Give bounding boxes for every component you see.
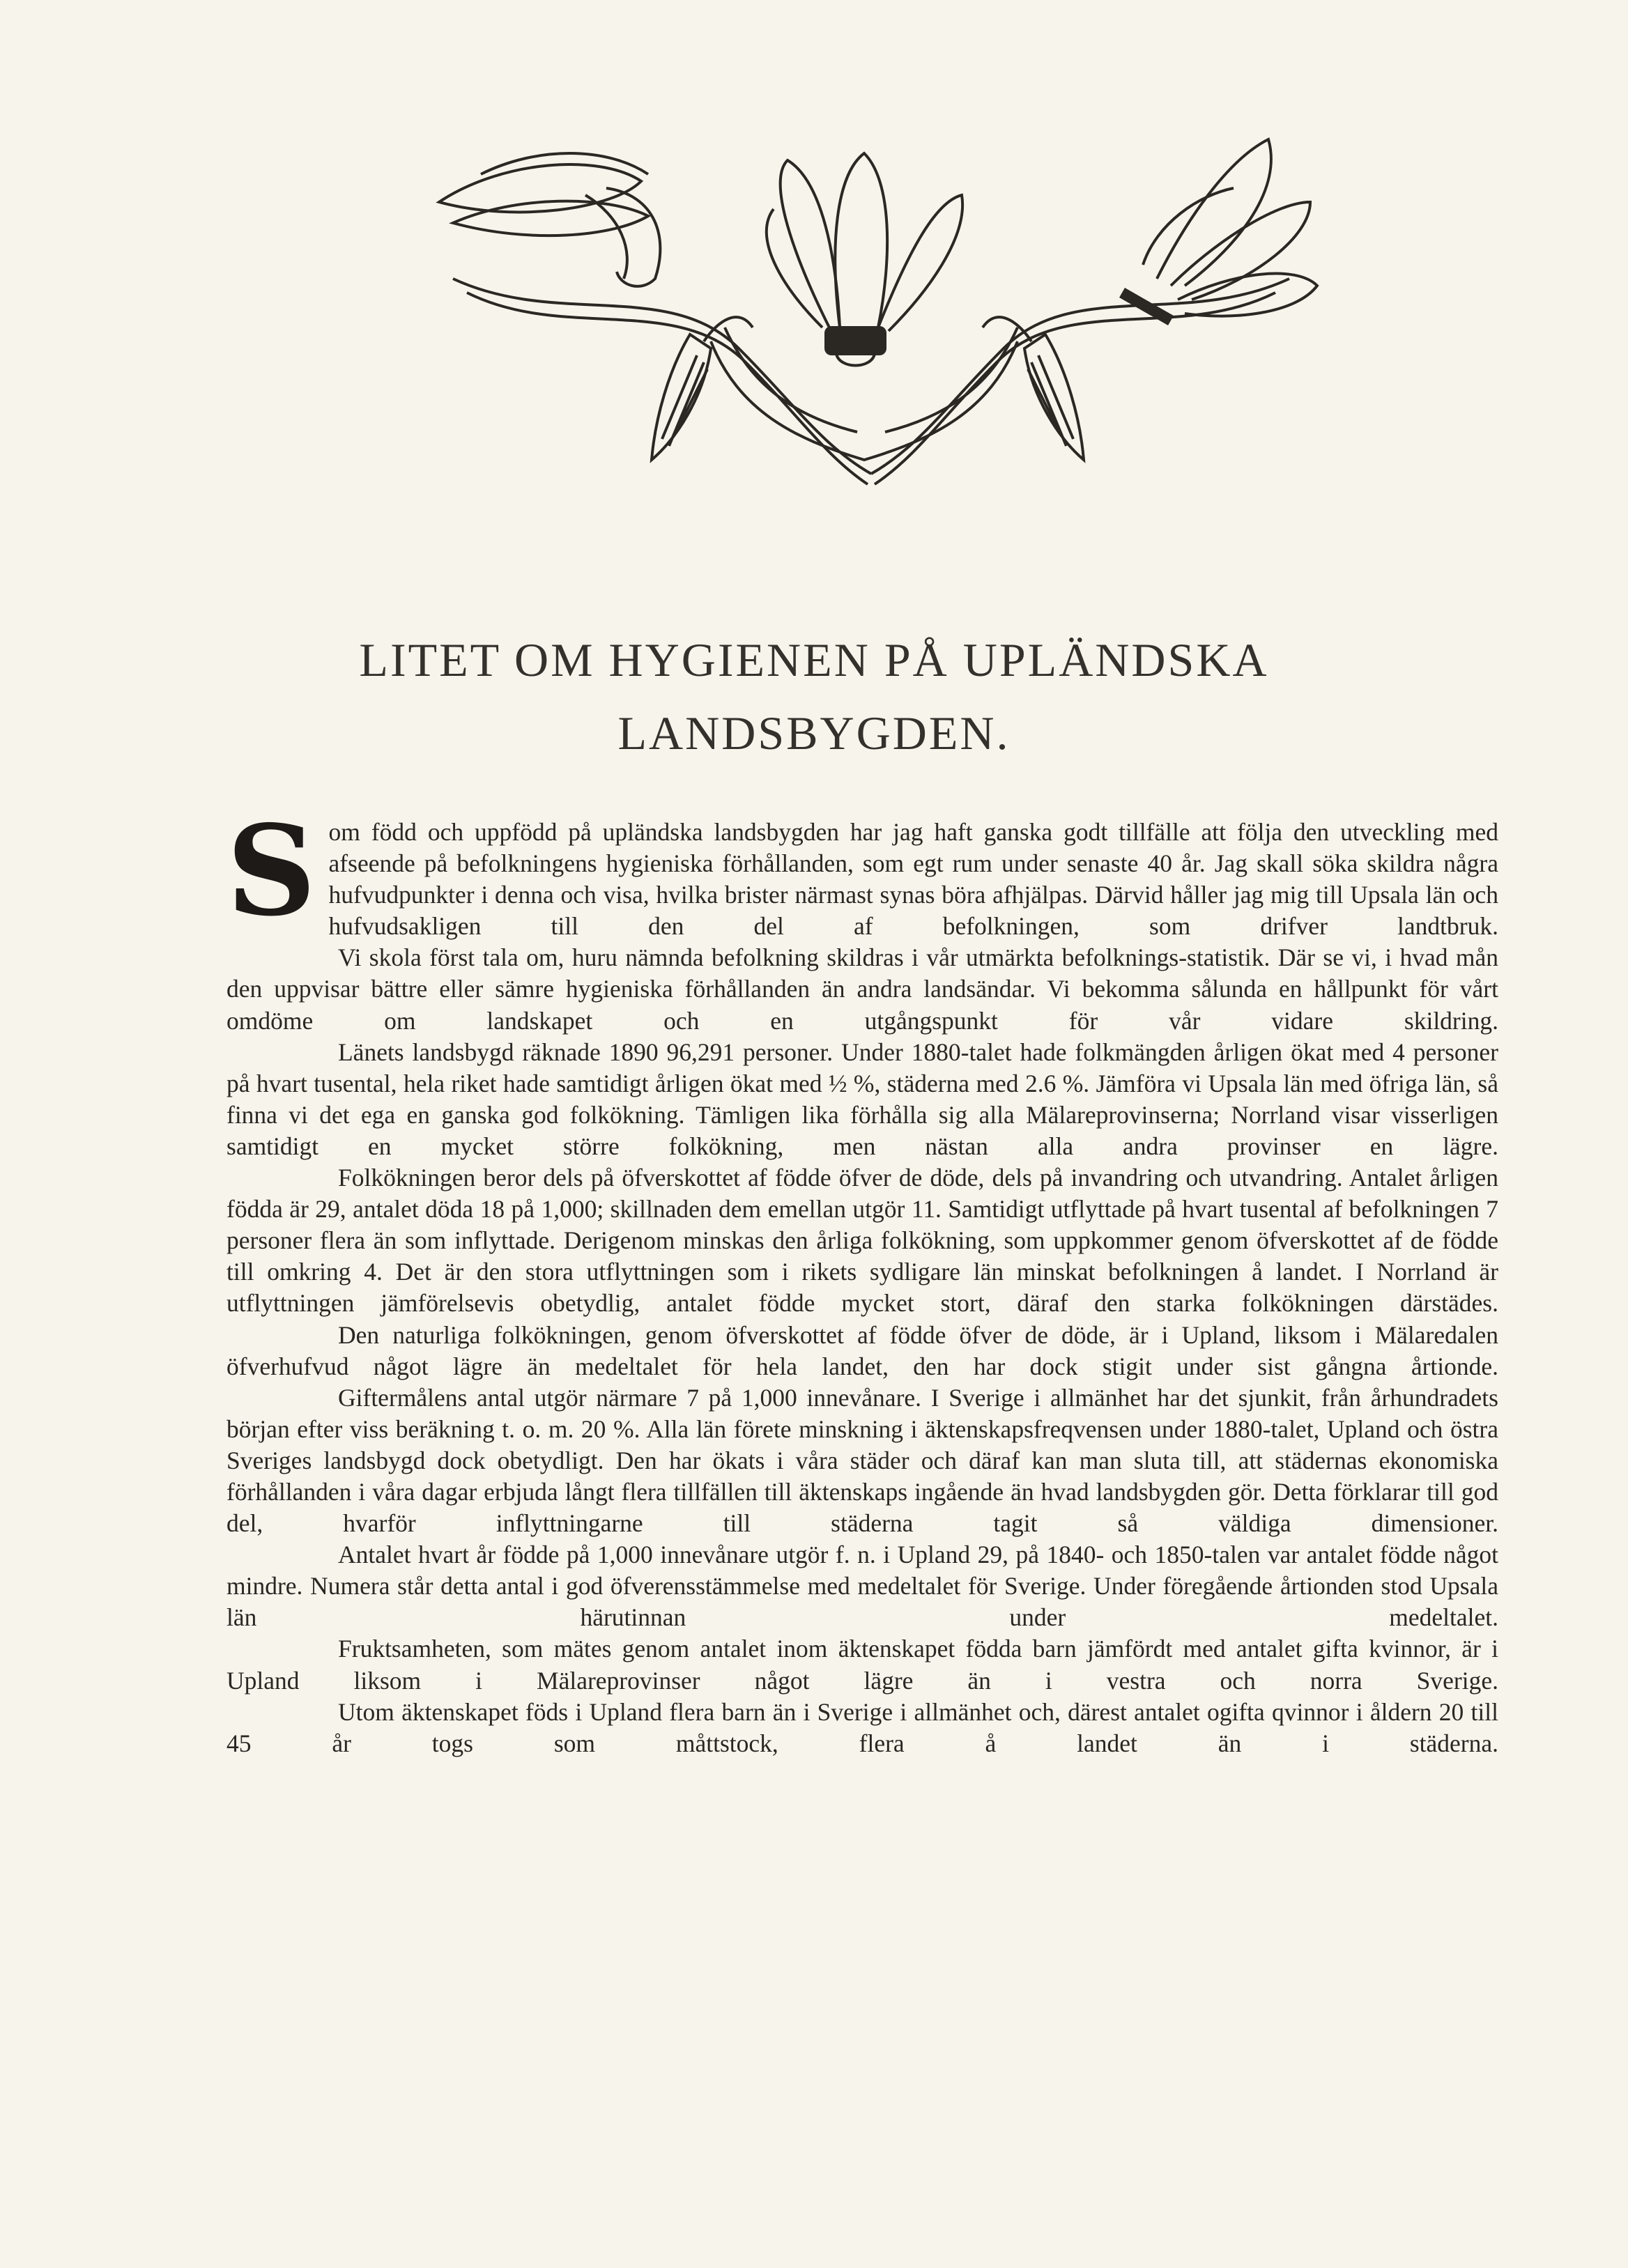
paragraph-8: Fruktsamheten, som mätes genom antalet inom äktenskapet födda barn jämfördt med antalet gifta kvinnor, är i Upland liksom i Mälareprovinser något lägre än i vestra och norra Sverige. — [226, 1635, 1498, 1695]
left-flower — [439, 153, 660, 286]
cyclamen-ornament — [376, 118, 1366, 509]
paragraph-1 — [226, 798, 1498, 943]
title-line-1: LITET OM HYGIENEN PÅ UPLÄNDSKA — [359, 633, 1269, 686]
article-body — [226, 798, 1498, 1759]
paragraph-6: Giftermålens antal utgör närmare 7 på 1,000 innevånare. I Sverige i allmänhet har det sjunkit, från århundradets början efter viss beräkning t. o. m. 20 %. Alla län förete minskning i äktenskapsfreqvensen under 1880-talet, Upland och östra Sveriges landsbygd dock obetydligt. Den har ökats i våra städer och däraf kan man sluta till, att städernas ekonomiska förhållanden i våra dagar erbjuda långt flera tillfällen till äktenskaps ingående än hvad landsbygden gör. Detta förklarar till god del, hvarför inflyttningarne till städerna tagit så väldiga dimensioner. — [226, 1383, 1498, 1538]
paragraph-7: Antalet hvart år födde på 1,000 innevånare utgör f. n. i Upland 29, på 1840- och 1850-talen var antalet födde något mindre. Numera står detta antal i god öfverensstämmelse med medeltalet för Sverige. Under föregående årtionden stod Upsala län härutinnan under medeltalet. — [226, 1541, 1498, 1632]
article-title — [209, 624, 1419, 770]
title-line-2: LANDSBYGDEN. — [617, 707, 1011, 759]
drop-cap: S — [226, 798, 316, 943]
paragraph-3: Länets landsbygd räknade 1890 96,291 personer. Under 1880-talet hade folkmängden årligen ökat med 4 personer på hvart tusental, hela riket hade samtidigt årligen ökat med ½ %, städerna med 2.6 %. Jämföra vi Upsala län med öfriga län, så finna vi det ega en ganska god folkökning. Tämligen lika förhålla sig alla Mälareprovinserna; Norrland visar visserligen samtidigt en mycket större folkökning, men nästan alla andra provinser en lägre. — [226, 1037, 1498, 1160]
paragraph-4: Folkökningen beror dels på öfverskottet af födde öfver de döde, dels på invandring och utvandring. Antalet årligen födda är 29, antalet döda 18 på 1,000; skillnaden dem emellan utgör 11. Samtidigt utflyttade på hvart tusental af befolkningen 7 personer flera än som inflyttade. Derigenom minskas den årliga folkökning, som uppkommer genom öfverskottet af de födde till omkring 4. Det är den stora utflyttningen som i rikets sydligare län minskat befolkningen å landet. I Norrland är utflyttningen jämförelsevis obetydlig, antalet födde mycket stort, däraf den starka folkökningen därstädes. — [226, 1164, 1498, 1318]
paragraph-2: Vi skola först tala om, huru nämnda befolkning skildras i vår utmärkta befolknings-statistik. Där se vi, i hvad mån den uppvisar bättre eller sämre hygieniska förhållanden än andra landsändar. Vi bekomma sålunda en hållpunkt för vårt omdöme om landskapet och en utgångspunkt för vår vidare skildring. — [226, 943, 1498, 1035]
paragraph-1-text: om född och uppfödd på upländska landsbygden har jag haft ganska godt tillfälle att följa den utveckling med afseende på befolkningens hygieniska förhållanden, som egt rum under senaste 40 år. Jag skall söka skildra några hufvudpunkter i denna och visa, hvilka brister närmast synas böra afhjälpas. Därvid håller jag mig till Upsala län och hufvudsakligen till den del af befolkningen, som drifver landtbruk. — [328, 818, 1498, 941]
right-flower — [1122, 139, 1317, 321]
paragraph-9: Utom äktenskapet föds i Upland flera barn än i Sverige i allmänhet och, därest antalet ogifta qvinnor i åldern 20 till 45 år togs som måttstock, flera å landet än i städerna. — [226, 1697, 1498, 1757]
paragraph-5: Den naturliga folkökningen, genom öfverskottet af födde öfver de döde, är i Upland, liksom i Mälaredalen öfverhufvud något lägre än medeltalet för hela landet, den har dock stigit under sist gångna årtionde. — [226, 1320, 1498, 1380]
center-flower — [767, 153, 962, 366]
